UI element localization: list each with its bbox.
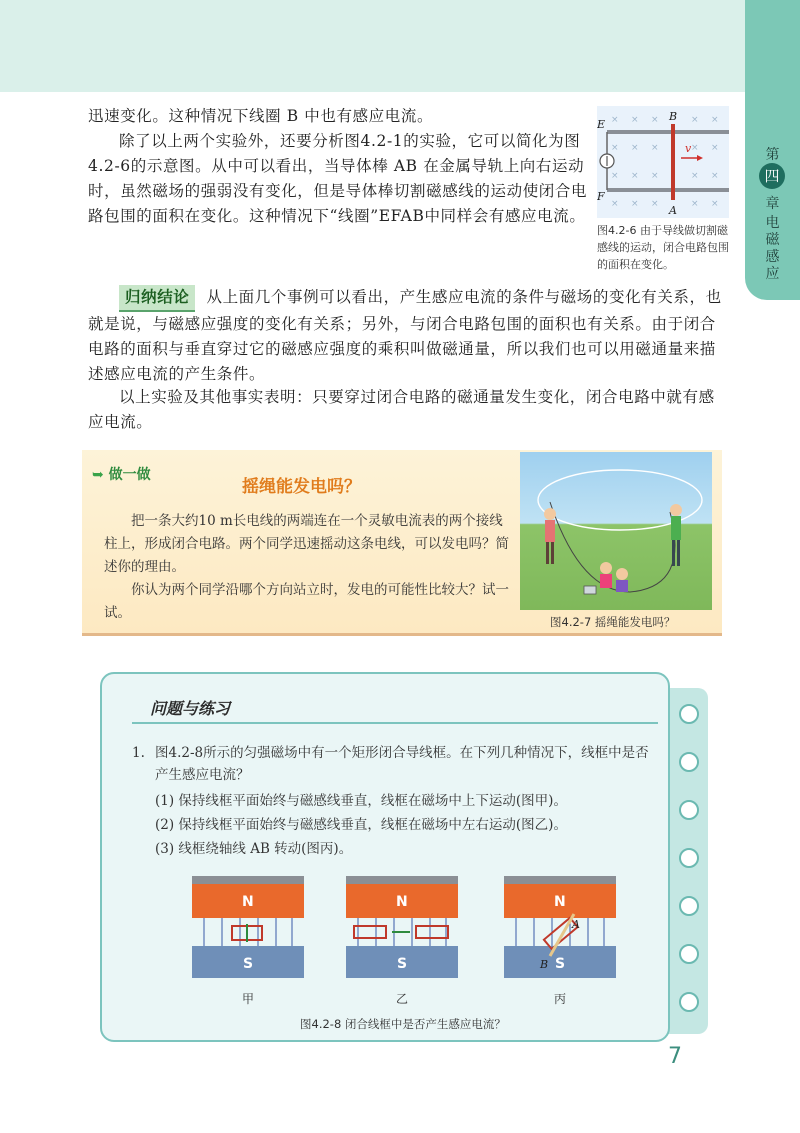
exercise-title-rule bbox=[132, 722, 658, 724]
question-1-number: 1. bbox=[132, 745, 145, 761]
axis-a-label: A bbox=[572, 918, 580, 931]
svg-text:×: × bbox=[651, 199, 659, 209]
chapter-prefix: 第 bbox=[765, 147, 780, 163]
exercise-title: 问题与练习 bbox=[150, 699, 231, 718]
chapter-suffix: 章 bbox=[765, 196, 780, 212]
activity-text-2: 你认为两个同学沿哪个方向站立时，发电的可能性比较大？试一试。 bbox=[104, 582, 509, 621]
svg-text:×: × bbox=[631, 171, 639, 181]
svg-text:×: × bbox=[711, 171, 719, 181]
svg-text:×: × bbox=[691, 199, 699, 209]
fig46-label-e: E bbox=[597, 118, 606, 131]
magnet-n-label: N bbox=[554, 894, 566, 910]
question-1-item-3: (3) 线框绕轴线 AB 转动(图丙)。 bbox=[155, 841, 353, 857]
activity-label: ➥ 做一做 bbox=[92, 467, 151, 483]
rope-swing-illustration bbox=[520, 452, 712, 610]
ring-icon bbox=[679, 848, 699, 868]
ring-icon bbox=[679, 704, 699, 724]
ring-icon bbox=[679, 752, 699, 772]
figure-label-bing: 丙 bbox=[554, 992, 567, 1006]
magnet-s-label: S bbox=[555, 956, 566, 972]
svg-text:×: × bbox=[651, 171, 659, 181]
ring-icon bbox=[679, 944, 699, 964]
fig46-label-a: A bbox=[669, 204, 677, 217]
svg-text:×: × bbox=[711, 143, 719, 153]
svg-text:×: × bbox=[631, 143, 639, 153]
fig46-label-v: v bbox=[685, 142, 692, 155]
magnet-figure-jia bbox=[192, 876, 304, 980]
figure-4-2-8-caption: 图4.2-8 闭合线框中是否产生感应电流？ bbox=[300, 1017, 506, 1031]
question-1-item-1: (1) 保持线框平面始终与磁感线垂直，线框在磁场中上下运动(图甲)。 bbox=[155, 793, 567, 809]
chapter-number: 四 bbox=[759, 163, 785, 189]
fig46-label-b: B bbox=[669, 110, 678, 123]
question-1-item-2: (2) 保持线框平面始终与磁感线垂直，线框在磁场中左右运动(图乙)。 bbox=[155, 817, 567, 833]
figure-label-jia: 甲 bbox=[242, 992, 255, 1006]
svg-text:×: × bbox=[631, 199, 639, 209]
summary-badge: 归纳结论 bbox=[119, 285, 195, 312]
magnet-n-label: N bbox=[396, 894, 408, 910]
activity-title: 摇绳能发电吗？ bbox=[242, 477, 361, 497]
ring-icon bbox=[679, 992, 699, 1012]
magnet-figure-yi bbox=[346, 876, 458, 980]
svg-text:×: × bbox=[651, 143, 659, 153]
fig46-label-f: F bbox=[597, 190, 605, 203]
paragraph-1: 迅速变化。这种情况下线圈 B 中也有感应电流。 bbox=[88, 107, 434, 125]
figure-4-2-6-caption: 图4.2-6 由于导线做切割磁感线的运动，闭合电路包围的面积在变化。 bbox=[597, 224, 729, 271]
svg-text:×: × bbox=[691, 171, 699, 181]
figure-4-2-6 bbox=[597, 106, 729, 218]
figure-4-2-7-caption: 图4.2-7 摇绳能发电吗？ bbox=[550, 615, 676, 629]
question-1: 图4.2-8所示的匀强磁场中有一个矩形闭合导线框。在下列几种情况下，线框中是否产生感应电流？ bbox=[155, 745, 649, 783]
magnet-s-label: S bbox=[243, 956, 254, 972]
header-band bbox=[0, 0, 745, 92]
svg-text:×: × bbox=[611, 143, 619, 153]
magnet-s-label: S bbox=[397, 956, 408, 972]
svg-text:×: × bbox=[651, 115, 659, 125]
paragraph-4: 以上实验及其他事实表明：只要穿过闭合电路的磁通量发生变化，闭合电路中就有感应电流。 bbox=[88, 388, 715, 431]
svg-text:×: × bbox=[691, 143, 699, 153]
svg-text:×: × bbox=[711, 199, 719, 209]
page-number: 7 bbox=[668, 1044, 682, 1069]
magnet-figure-bing bbox=[504, 876, 616, 980]
chapter-title: 电磁感应 bbox=[765, 215, 780, 282]
svg-text:×: × bbox=[611, 171, 619, 181]
paragraph-3 bbox=[88, 285, 723, 387]
svg-text:×: × bbox=[711, 115, 719, 125]
svg-text:×: × bbox=[691, 115, 699, 125]
svg-text:×: × bbox=[631, 115, 639, 125]
arrow-icon: ➥ bbox=[92, 467, 104, 483]
figure-label-yi: 乙 bbox=[396, 992, 409, 1006]
paragraph-2: 除了以上两个实验外，还要分析图4.2-1的实验，它可以简化为图4.2-6的示意图。从中可以看出，当导体棒 AB 在金属导轨上向右运动时，虽然磁场的强弱没有变化，但是导体棒切割磁感线的运动使闭合电路包围的面积在变化。这种情况下“线圈”EFAB中同样会有感应电流。 bbox=[88, 132, 588, 225]
summary-text: 从上面几个事例可以看出，产生感应电流的条件与磁场的变化有关系，也就是说，与磁感应强度的变化有关系；另外，与闭合电路包围的面积也有关系。由于闭合电路的面积与垂直穿过它的磁感应强度的乘积叫做磁通量，所以我们也可以用磁通量来描述感应电流的产生条件。 bbox=[88, 288, 722, 383]
chapter-tab bbox=[745, 0, 800, 300]
svg-text:×: × bbox=[611, 199, 619, 209]
svg-text:×: × bbox=[611, 115, 619, 125]
axis-b-label: B bbox=[540, 958, 549, 971]
activity-text bbox=[104, 510, 514, 625]
ring-icon bbox=[679, 800, 699, 820]
activity-text-1: 把一条大约10 m长电线的两端连在一个灵敏电流表的两个接线柱上，形成闭合电路。两个同学迅速摇动这条电线，可以发电吗？简述你的理由。 bbox=[104, 513, 509, 575]
ring-icon bbox=[679, 896, 699, 916]
magnet-n-label: N bbox=[242, 894, 254, 910]
